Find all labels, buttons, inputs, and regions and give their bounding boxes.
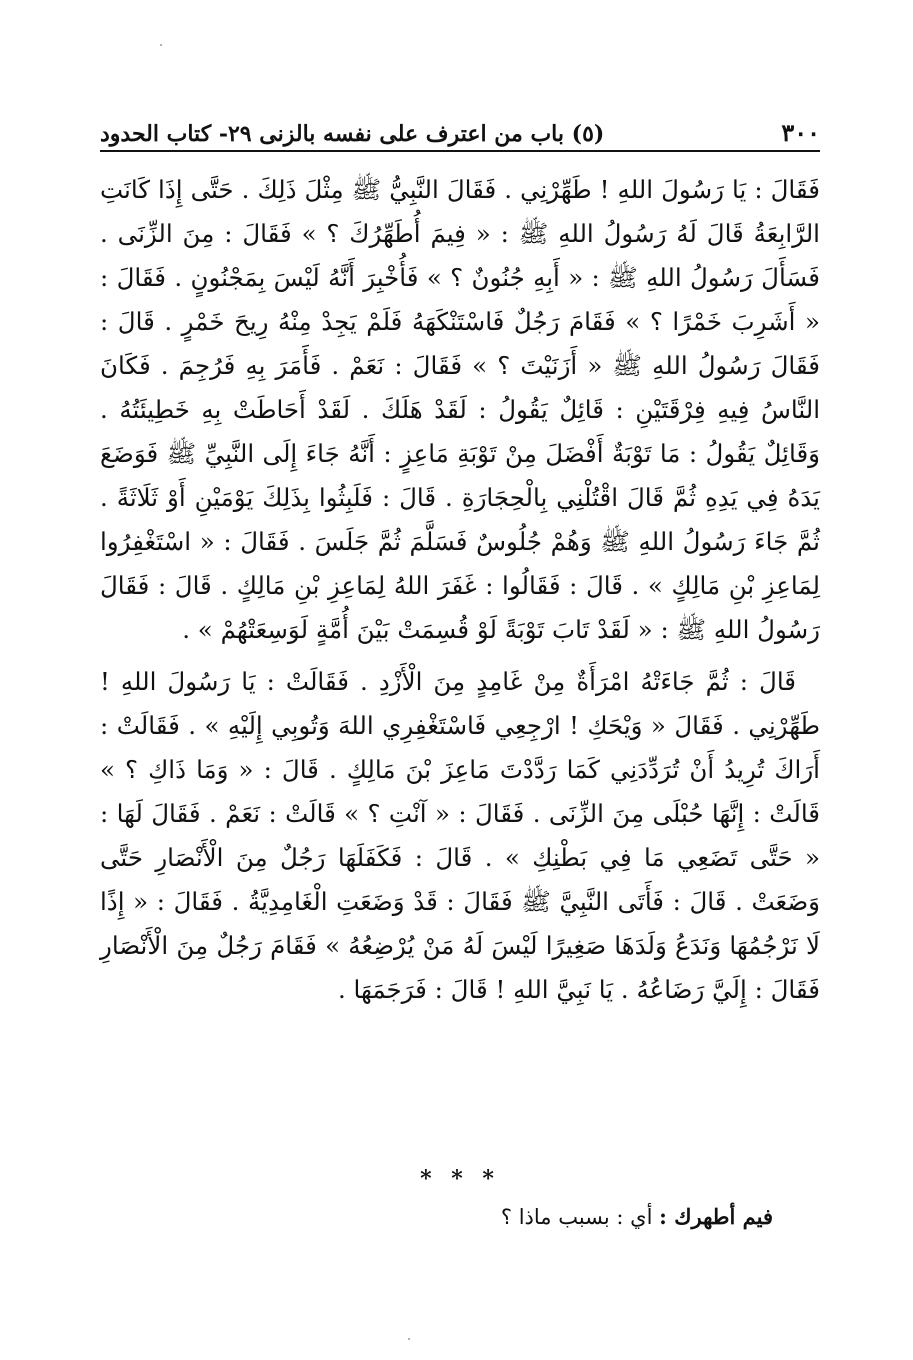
header-divider xyxy=(100,150,820,152)
scan-speck xyxy=(408,1338,410,1340)
paragraph-ghamidiyya: قَالَ : ثُمَّ جَاءَتْهُ امْرَأَةٌ مِنْ غَامِدٍ مِنَ الْأَزْدِ . فَقَالَتْ : يَا رَسُولَ اللهِ ! طَهِّرْنِي . فَقَالَ « وَيْحَكِ ! ارْجِعِي فَاسْتَغْفِرِي اللهَ وَتُوبِي إِلَيْهِ » . فَقَالَتْ : أَرَاكَ تُرِيدُ أَنْ تُرَدِّدَنِي كَمَا رَدَّدْتَ مَاعِزَ بْنَ مَالِكٍ . قَالَ : « وَمَا ذَاكِ ؟ » قَالَتْ : إِنَّهَا حُبْلَى مِنَ الزِّنَى . فَقَالَ : « آنْتِ ؟ » قَالَتْ : نَعَمْ . فَقَالَ لَهَا : « حَتَّى تَضَعِي مَا فِي بَطْنِكِ » . قَالَ : فَكَفَلَهَا رَجُلٌ مِنَ الْأَنْصَارِ حَتَّى وَضَعَتْ . قَالَ : فَأَتَى النَّبِيَّ ﷺ فَقَالَ : قَدْ وَضَعَتِ الْغَامِدِيَّةُ . فَقَالَ : « إِذًا لَا نَرْجُمُهَا وَنَدَعُ وَلَدَهَا صَغِيرًا لَيْسَ لَهُ مَنْ يُرْضِعُهُ » فَقَامَ رَجُلٌ مِنَ الْأَنْصَارِ فَقَالَ : إِلَيَّ رَضَاعُهُ . يَا نَبِيَّ اللهِ ! قَالَ : فَرَجَمَهَا . xyxy=(100,667,820,1004)
footnote-term: فيم أطهرك : xyxy=(659,1204,773,1229)
main-text xyxy=(100,168,820,1012)
chapter-title: (٥) باب من اعترف على نفسه بالزنى ٢٩- كتاب الحدود xyxy=(100,121,605,147)
section-separator: * * * xyxy=(420,1166,500,1192)
page-number: ٣٠٠ xyxy=(781,118,820,147)
footnote-explanation: أي : بسبب ماذا ؟ xyxy=(500,1205,653,1229)
scan-speck xyxy=(160,44,162,46)
running-header xyxy=(100,118,820,152)
paragraph-maiz: فَقَالَ : يَا رَسُولَ اللهِ ! طَهِّرْنِي . فَقَالَ النَّبِيُّ ﷺ مِثْلَ ذَلِكَ . حَتَّى إِذَا كَانَتِ الرَّابِعَةُ قَالَ لَهُ رَسُولُ اللهِ ﷺ : « فِيمَ أُطَهِّرُكَ ؟ » فَقَالَ : مِنَ الزِّنَى . فَسَأَلَ رَسُولُ اللهِ ﷺ : « أَبِهِ جُنُونٌ ؟ » فَأُخْبِرَ أَنَّهُ لَيْسَ بِمَجْنُونٍ . فَقَالَ : « أَشَرِبَ خَمْرًا ؟ » فَقَامَ رَجُلٌ فَاسْتَنْكَهَهُ فَلَمْ يَجِدْ مِنْهُ رِيحَ خَمْرٍ . قَالَ : فَقَالَ رَسُولُ اللهِ ﷺ « أَزَنَيْتَ ؟ » فَقَالَ : نَعَمْ . فَأَمَرَ بِهِ فَرُجِمَ . فَكَانَ النَّاسُ فِيهِ فِرْقَتَيْنِ : قَائِلٌ يَقُولُ : لَقَدْ هَلَكَ . لَقَدْ أَحَاطَتْ بِهِ خَطِيئَتُهُ . وَقَائِلٌ يَقُولُ : مَا تَوْبَةٌ أَفْضَلَ مِنْ تَوْبَةِ مَاعِزٍ : أَنَّهُ جَاءَ إِلَى النَّبِيِّ ﷺ فَوَضَعَ يَدَهُ فِي يَدِهِ ثُمَّ قَالَ اقْتُلْنِي بِالْحِجَارَةِ . قَالَ : فَلَبِثُوا بِذَلِكَ يَوْمَيْنِ أَوْ ثَلَاثَةً . ثُمَّ جَاءَ رَسُولُ اللهِ ﷺ وَهُمْ جُلُوسٌ فَسَلَّمَ ثُمَّ جَلَسَ . فَقَالَ : « اسْتَغْفِرُوا لِمَاعِزِ بْنِ مَالِكٍ » . قَالَ : فَقَالُوا : غَفَرَ اللهُ لِمَاعِزِ بْنِ مَالِكٍ . قَالَ : فَقَالَ رَسُولُ اللهِ ﷺ : « لَقَدْ تَابَ تَوْبَةً لَوْ قُسِمَتْ بَيْنَ أُمَّةٍ لَوَسِعَتْهُمْ » . xyxy=(100,175,820,644)
footnote xyxy=(501,1204,773,1229)
